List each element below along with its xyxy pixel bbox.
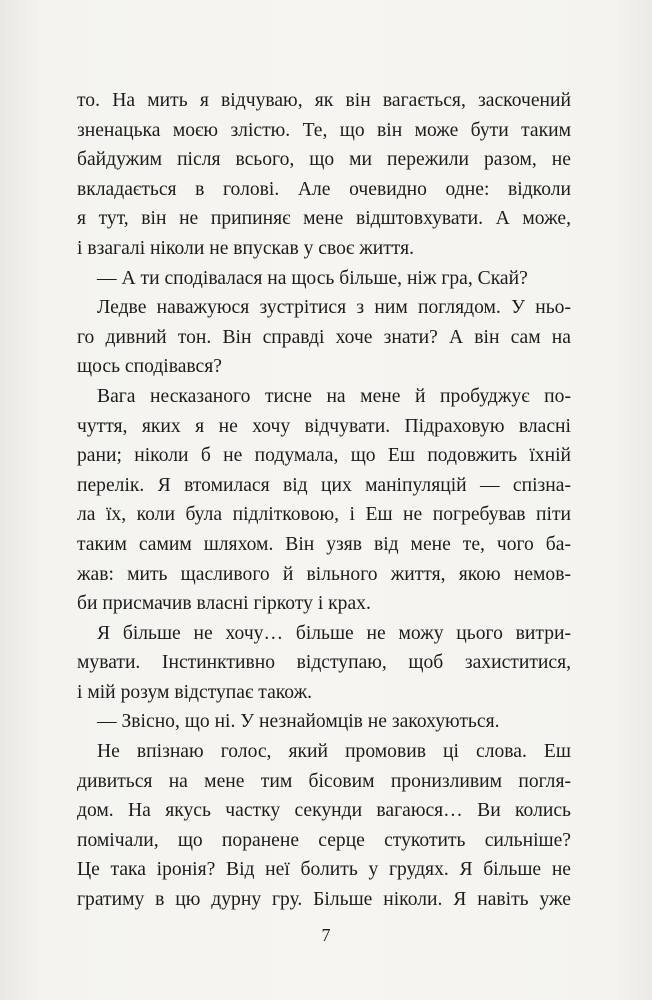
text-line: Ледве наважуюся зустрітися з ним поглядом. У ньо- <box>97 297 571 319</box>
text-line: і взагалі ніколи не впускав у своє життя. <box>77 237 415 259</box>
text-line: перелік. Я втомилася від цих маніпуляцій — спізна- <box>77 474 571 496</box>
page-number: 7 <box>321 925 331 945</box>
text-line: помічали, що поранене серце стукотить сильніше? <box>77 829 571 851</box>
text-line: мувати. Інстинктивно відступаю, щоб захиститися, <box>77 652 571 674</box>
text-line: Не впізнаю голос, який промовив ці слова. Еш <box>97 741 571 763</box>
text-line: дивиться на мене тим бісовим пронизливим погля- <box>77 770 571 792</box>
text-line: гратиму в цю дурну гру. Більше ніколи. Я навіть уже <box>77 889 571 911</box>
text-line: і мій розум відступає також. <box>77 681 313 703</box>
text-line: ла їх, коли була підлітковою, і Еш не погребував піти <box>77 504 571 526</box>
text-line: щось сподівався? <box>77 356 222 378</box>
text-line: Вага несказаного тисне на мене й пробуджує по- <box>97 385 571 407</box>
text-line: я тут, він не припиняє мене відштовхувати. А може, <box>77 208 571 230</box>
text-line: би присмачив власні гіркоту і крах. <box>77 593 371 615</box>
text-line: — Звісно, що ні. У незнайомців не закохуються. <box>97 711 500 733</box>
text-line: чуття, яких я не хочу відчувати. Підраховую власні <box>77 415 571 437</box>
text-line: таким самим шляхом. Він узяв від мене те, чого ба- <box>77 533 571 555</box>
text-line: то. На мить я відчуваю, як він вагається, заскочений <box>77 90 571 111</box>
text-line: жав: мить щасливого й вільного життя, якою немов- <box>77 563 571 585</box>
text-line: — А ти сподівалася на щось більше, ніж гра, Скай? <box>97 267 528 289</box>
text-line: го дивний тон. Він справді хоче знати? А він сам на <box>77 326 571 348</box>
text-line: дом. На якусь частку секунди вагаюся… Ви колись <box>77 800 571 822</box>
text-line: зненацька моєю злістю. Те, що він може бути таким <box>77 119 571 141</box>
text-line: Я більше не хочу… більше не можу цього витри- <box>97 622 571 644</box>
text-line: рани; ніколи б не подумала, що Еш подовжить їхній <box>77 445 571 467</box>
text-line: вкладається в голові. Але очевидно одне: відколи <box>77 178 571 200</box>
text-line: Це така іронія? Від неї болить у грудях. Я більше не <box>77 859 571 881</box>
body-text <box>77 86 571 915</box>
text-line: байдужим після всього, що ми пережили разом, не <box>77 149 571 171</box>
